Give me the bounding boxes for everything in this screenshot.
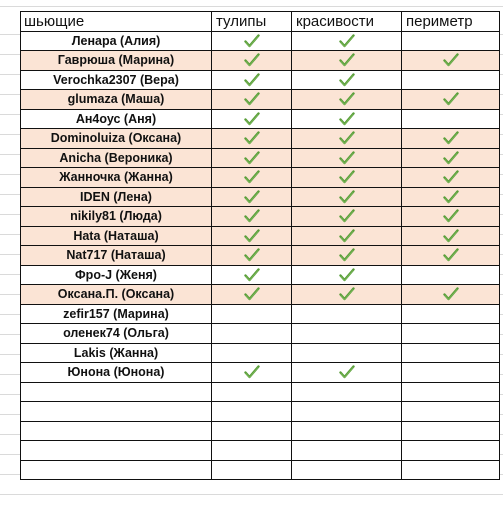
table-row <box>21 31 500 51</box>
check-mark-icon <box>244 151 260 165</box>
perimeter-cell[interactable] <box>402 382 500 402</box>
perimeter-cell[interactable] <box>402 187 500 207</box>
check-mark-icon <box>443 248 459 262</box>
participant-name-cell[interactable]: Hata (Наташа) <box>21 226 212 246</box>
tulips-cell[interactable] <box>212 31 292 51</box>
tulips-cell[interactable] <box>212 148 292 168</box>
table-row <box>21 265 500 285</box>
pretties-cell[interactable] <box>292 460 402 480</box>
pretties-cell[interactable] <box>292 285 402 305</box>
tulips-cell[interactable] <box>212 246 292 266</box>
pretties-cell[interactable] <box>292 324 402 344</box>
check-mark-icon <box>339 92 355 106</box>
check-mark-icon <box>244 170 260 184</box>
perimeter-cell[interactable] <box>402 363 500 383</box>
header-row <box>21 12 500 32</box>
check-mark-icon <box>339 112 355 126</box>
pretties-cell[interactable] <box>292 70 402 90</box>
tulips-cell[interactable] <box>212 109 292 129</box>
perimeter-cell[interactable] <box>402 168 500 188</box>
participant-name-cell[interactable]: Жанночка (Жанна) <box>21 168 212 188</box>
tulips-cell[interactable] <box>212 363 292 383</box>
table-row <box>21 402 500 422</box>
header-participants[interactable]: шьющие <box>21 12 212 32</box>
perimeter-cell[interactable] <box>402 31 500 51</box>
table-row <box>21 421 500 441</box>
pretties-cell[interactable] <box>292 402 402 422</box>
check-mark-icon <box>339 268 355 282</box>
pretties-cell[interactable] <box>292 168 402 188</box>
participant-name-cell[interactable] <box>21 421 212 441</box>
pretties-cell[interactable] <box>292 31 402 51</box>
check-mark-icon <box>244 53 260 67</box>
table-row <box>21 168 500 188</box>
check-mark-icon <box>244 229 260 243</box>
check-mark-icon <box>244 209 260 223</box>
participant-name-cell[interactable]: Nat717 (Наташа) <box>21 246 212 266</box>
pretties-cell[interactable] <box>292 382 402 402</box>
pretties-cell[interactable] <box>292 363 402 383</box>
table-row <box>21 187 500 207</box>
table-row <box>21 90 500 110</box>
tulips-cell[interactable] <box>212 187 292 207</box>
check-mark-icon <box>339 53 355 67</box>
tulips-cell[interactable] <box>212 460 292 480</box>
table-row <box>21 304 500 324</box>
check-mark-icon <box>339 229 355 243</box>
check-mark-icon <box>339 248 355 262</box>
perimeter-cell[interactable] <box>402 265 500 285</box>
perimeter-cell[interactable] <box>402 441 500 461</box>
check-mark-icon <box>339 131 355 145</box>
table-row <box>21 285 500 305</box>
pretties-cell[interactable] <box>292 109 402 129</box>
perimeter-cell[interactable] <box>402 285 500 305</box>
pretties-cell[interactable] <box>292 226 402 246</box>
table-row <box>21 324 500 344</box>
check-mark-icon <box>339 365 355 379</box>
check-mark-icon <box>443 131 459 145</box>
pretties-cell[interactable] <box>292 441 402 461</box>
check-mark-icon <box>443 190 459 204</box>
pretties-cell[interactable] <box>292 246 402 266</box>
check-mark-icon <box>443 170 459 184</box>
perimeter-cell[interactable] <box>402 304 500 324</box>
tulips-cell[interactable] <box>212 382 292 402</box>
participant-name-cell[interactable]: Юнона (Юнона) <box>21 363 212 383</box>
perimeter-cell[interactable] <box>402 148 500 168</box>
check-mark-icon <box>244 287 260 301</box>
participant-name-cell[interactable] <box>21 382 212 402</box>
perimeter-cell[interactable] <box>402 343 500 363</box>
participant-name-cell[interactable] <box>21 441 212 461</box>
table-row <box>21 51 500 71</box>
table-row <box>21 109 500 129</box>
header-perimeter[interactable]: периметр <box>402 12 500 32</box>
tulips-cell[interactable] <box>212 70 292 90</box>
pretties-cell[interactable] <box>292 421 402 441</box>
table-row <box>21 343 500 363</box>
check-mark-icon <box>339 170 355 184</box>
perimeter-cell[interactable] <box>402 246 500 266</box>
pretties-cell[interactable] <box>292 207 402 227</box>
pretties-cell[interactable] <box>292 187 402 207</box>
participant-name-cell[interactable]: Lakis (Жанна) <box>21 343 212 363</box>
tulips-cell[interactable] <box>212 304 292 324</box>
check-mark-icon <box>244 131 260 145</box>
check-mark-icon <box>339 287 355 301</box>
perimeter-cell[interactable] <box>402 207 500 227</box>
participant-name-cell[interactable]: Verochka2307 (Вера) <box>21 70 212 90</box>
participant-name-cell[interactable]: Ан4оус (Аня) <box>21 109 212 129</box>
tulips-cell[interactable] <box>212 90 292 110</box>
check-mark-icon <box>339 190 355 204</box>
check-mark-icon <box>339 209 355 223</box>
participant-name-cell[interactable]: glumaza (Маша) <box>21 90 212 110</box>
participant-name-cell[interactable]: IDEN (Лена) <box>21 187 212 207</box>
participant-name-cell[interactable]: Ленара (Алия) <box>21 31 212 51</box>
perimeter-cell[interactable] <box>402 421 500 441</box>
header-tulips[interactable]: тулипы <box>212 12 292 32</box>
tulips-cell[interactable] <box>212 343 292 363</box>
participant-name-cell[interactable]: Оксана.П. (Оксана) <box>21 285 212 305</box>
pretties-cell[interactable] <box>292 148 402 168</box>
check-mark-icon <box>244 248 260 262</box>
check-mark-icon <box>244 92 260 106</box>
participant-name-cell[interactable]: Anicha (Вероника) <box>21 148 212 168</box>
check-mark-icon <box>339 73 355 87</box>
table-row <box>21 460 500 480</box>
tulips-cell[interactable] <box>212 421 292 441</box>
tulips-cell[interactable] <box>212 51 292 71</box>
participant-name-cell[interactable]: nikily81 (Люда) <box>21 207 212 227</box>
table-body <box>21 31 500 480</box>
perimeter-cell[interactable] <box>402 402 500 422</box>
perimeter-cell[interactable] <box>402 109 500 129</box>
table-row <box>21 382 500 402</box>
check-mark-icon <box>244 190 260 204</box>
participant-name-cell[interactable] <box>21 460 212 480</box>
table-row <box>21 129 500 149</box>
perimeter-cell[interactable] <box>402 460 500 480</box>
check-mark-icon <box>443 53 459 67</box>
participants-table <box>20 11 500 480</box>
perimeter-cell[interactable] <box>402 324 500 344</box>
table-row <box>21 226 500 246</box>
check-mark-icon <box>443 92 459 106</box>
check-mark-icon <box>244 268 260 282</box>
check-mark-icon <box>443 287 459 301</box>
perimeter-cell[interactable] <box>402 90 500 110</box>
table-row <box>21 441 500 461</box>
tulips-cell[interactable] <box>212 226 292 246</box>
tulips-cell[interactable] <box>212 207 292 227</box>
header-pretties[interactable]: красивости <box>292 12 402 32</box>
tulips-cell[interactable] <box>212 402 292 422</box>
perimeter-cell[interactable] <box>402 51 500 71</box>
participant-name-cell[interactable]: Гаврюша (Марина) <box>21 51 212 71</box>
pretties-cell[interactable] <box>292 90 402 110</box>
pretties-cell[interactable] <box>292 51 402 71</box>
tulips-cell[interactable] <box>212 265 292 285</box>
check-mark-icon <box>244 34 260 48</box>
participant-name-cell[interactable]: Dominoluiza (Оксана) <box>21 129 212 149</box>
perimeter-cell[interactable] <box>402 70 500 90</box>
table-row <box>21 363 500 383</box>
pretties-cell[interactable] <box>292 129 402 149</box>
check-mark-icon <box>443 229 459 243</box>
perimeter-cell[interactable] <box>402 129 500 149</box>
check-mark-icon <box>244 112 260 126</box>
check-mark-icon <box>339 151 355 165</box>
check-mark-icon <box>443 151 459 165</box>
tulips-cell[interactable] <box>212 285 292 305</box>
tulips-cell[interactable] <box>212 441 292 461</box>
pretties-cell[interactable] <box>292 304 402 324</box>
table-row <box>21 148 500 168</box>
participant-name-cell[interactable]: Фро-J (Женя) <box>21 265 212 285</box>
table-row <box>21 70 500 90</box>
participant-name-cell[interactable]: оленек74 (Ольга) <box>21 324 212 344</box>
pretties-cell[interactable] <box>292 265 402 285</box>
check-mark-icon <box>244 365 260 379</box>
tulips-cell[interactable] <box>212 168 292 188</box>
tulips-cell[interactable] <box>212 324 292 344</box>
check-mark-icon <box>244 73 260 87</box>
check-mark-icon <box>443 209 459 223</box>
perimeter-cell[interactable] <box>402 226 500 246</box>
check-mark-icon <box>339 34 355 48</box>
table-row <box>21 207 500 227</box>
participant-name-cell[interactable]: zefir157 (Марина) <box>21 304 212 324</box>
pretties-cell[interactable] <box>292 343 402 363</box>
table-row <box>21 246 500 266</box>
participant-name-cell[interactable] <box>21 402 212 422</box>
tulips-cell[interactable] <box>212 129 292 149</box>
